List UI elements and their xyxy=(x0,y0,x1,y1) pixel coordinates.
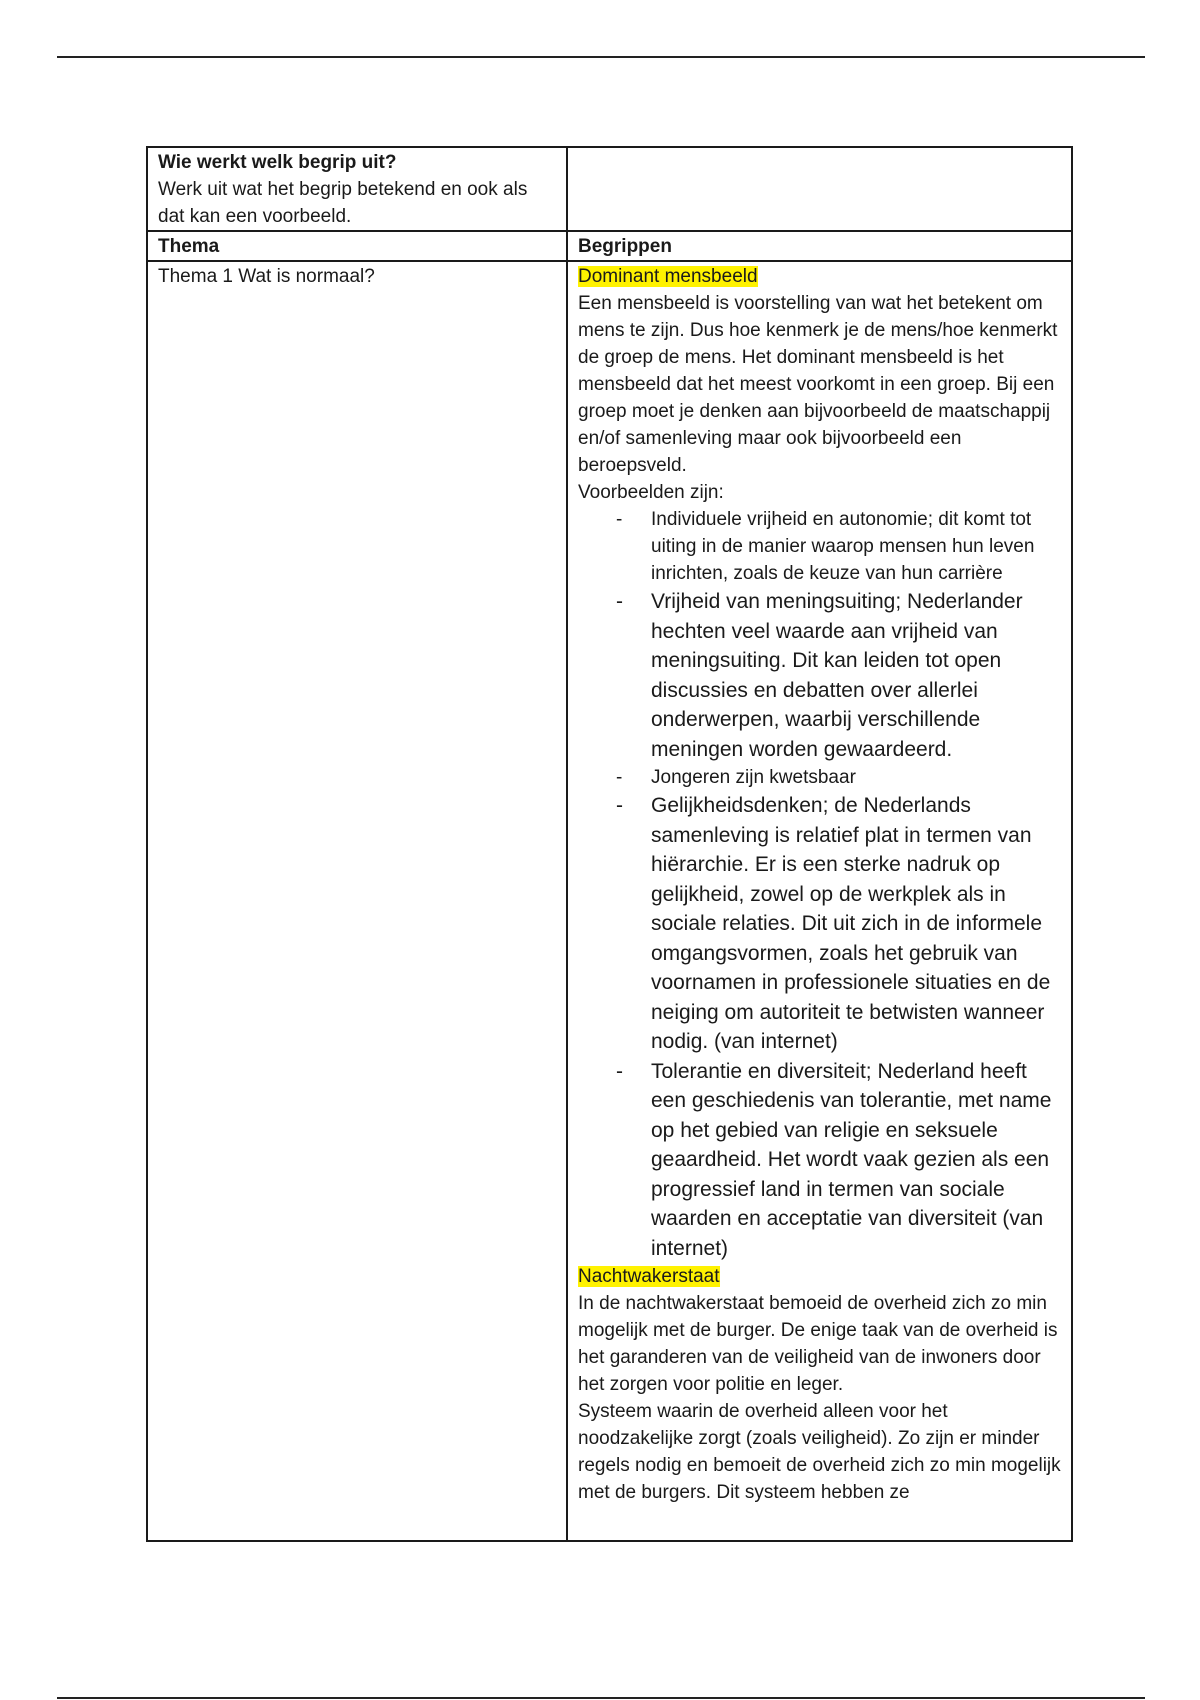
list-item xyxy=(578,587,1061,764)
intro-text: Werk uit wat het begrip betekend en ook als dat kan een voorbeeld. xyxy=(158,179,528,227)
example-text: Individuele vrijheid en autonomie; dit komt tot uiting in de manier waarop mensen hun leven inrichten, zoals de keuze van hun carrière xyxy=(651,509,1035,584)
intro-row xyxy=(147,147,1072,231)
example-text: Gelijkheidsdenken; de Nederlands samenleving is relatief plat in termen van hiërarchie. Er is een sterke nadruk op gelijkheid, zowel op de werkplek als in sociale relaties. Dit uit zich in de informele omgangsvormen, zoals het gebruik van voornamen in professionele situaties en de neiging om autoriteit te betwisten wanneer nodig. (van internet) xyxy=(651,794,1051,1053)
header-begrippen: Begrippen xyxy=(567,231,1072,261)
thema-cell xyxy=(147,261,567,1541)
begrippen-cell xyxy=(567,261,1072,1541)
thema-row xyxy=(147,261,1072,1541)
examples-label: Voorbeelden zijn: xyxy=(578,482,724,503)
page-footer-rule xyxy=(57,1697,1145,1699)
concept-definition-nachtwakerstaat-2: Systeem waarin de overheid alleen voor het noodzakelijke zorgt (zoals veiligheid). Zo zijn er minder regels nodig en bemoeit de overheid zich zo min mogelijk met de burgers. Dit systeem hebben ze xyxy=(578,1401,1061,1503)
examples-list xyxy=(578,506,1061,1263)
list-item xyxy=(578,791,1061,1057)
concept-definition-nachtwakerstaat: In de nachtwakerstaat bemoeid de overheid zich zo min mogelijk met de burger. De enige taak van de overheid is het garanderen van de veiligheid van de inwoners door het zorgen voor politie en leger. xyxy=(578,1293,1058,1395)
bullet-dash: - xyxy=(616,1059,623,1083)
intro-cell xyxy=(147,147,567,231)
list-item xyxy=(578,506,1061,587)
concepts-table xyxy=(146,146,1073,1542)
intro-empty-cell xyxy=(567,147,1072,231)
example-text: Tolerantie en diversiteit; Nederland heeft een geschiedenis van tolerantie, met name op het gebied van religie en seksuele geaardheid. Het wordt vaak gezien als een progressief land in termen van sociale waarden en acceptatie van diversiteit (van internet) xyxy=(651,1059,1052,1260)
header-row xyxy=(147,231,1072,261)
concept-title-nachtwakerstaat: Nachtwakerstaat xyxy=(578,1266,720,1287)
bullet-dash: - xyxy=(616,509,623,530)
bullet-dash: - xyxy=(616,794,623,817)
bullet-dash: - xyxy=(616,590,623,613)
thema-label: Thema 1 Wat is normaal? xyxy=(158,266,375,287)
concept-definition-dominant-mensbeeld: Een mensbeeld is voorstelling van wat het betekent om mens te zijn. Dus hoe kenmerk je de mens/hoe kenmerkt de groep de mens. Het dominant mensbeeld is het mensbeeld dat het meest voorkomt in een groep. Bij een groep moet je denken aan bijvoorbeeld de maatschappij en/of samenleving maar ook bijvoorbeeld een beroepsveld. xyxy=(578,293,1058,476)
example-text: Vrijheid van meningsuiting; Nederlander hechten veel waarde aan vrijheid van meningsuiting. Dit kan leiden tot open discussies en debatten over allerlei onderwerpen, waarbij verschillende meningen worden gewaardeerd. xyxy=(651,590,1023,761)
intro-title: Wie werkt welk begrip uit? xyxy=(158,152,397,173)
concept-title-dominant-mensbeeld: Dominant mensbeeld xyxy=(578,266,758,287)
page-header-rule xyxy=(57,56,1145,58)
bullet-dash: - xyxy=(616,767,623,788)
list-item xyxy=(578,764,1061,791)
header-thema: Thema xyxy=(147,231,567,261)
list-item xyxy=(578,1057,1061,1264)
example-text: Jongeren zijn kwetsbaar xyxy=(651,767,856,788)
